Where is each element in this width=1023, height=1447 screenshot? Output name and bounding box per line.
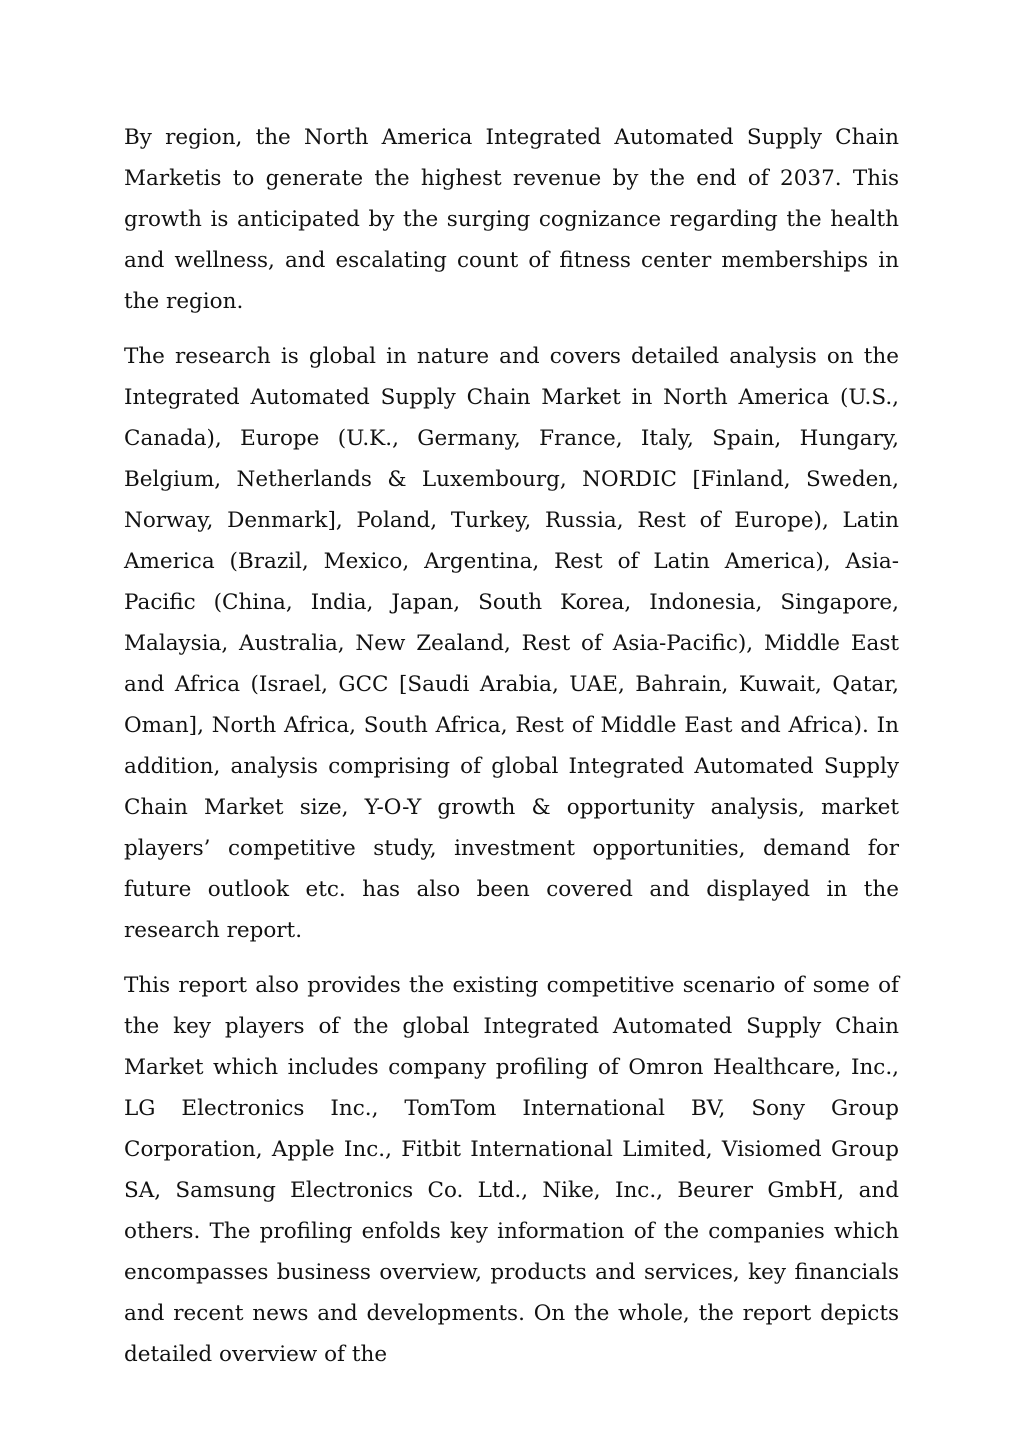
paragraph-research-coverage: The research is global in nature and covers detailed analysis on the Integrated Automated Supply Chain Market in North America (U.S., Canada), Europe (U.K., Germany, France, Italy, Spain, Hungary, Belgium, Netherlands & Luxembourg, NORDIC [Finland, Sweden, Norway, Denmark], Poland, Turkey, Russia, Rest of Europe), Latin America (Brazil, Mexico, Argentina, Rest of Latin America), Asia-Pacific (China, India, Japan, South Korea, Indonesia, Singapore, Malaysia, Australia, New Zealand, Rest of Asia-Pacific), Middle East and Africa (Israel, GCC [Saudi Arabia, UAE, Bahrain, Kuwait, Qatar, Oman], North Africa, South Africa, Rest of Middle East and Africa). In addition, analysis comprising of global Integrated Automated Supply Chain Market size, Y-O-Y growth & opportunity analysis, market players’ competitive study, investment opportunities, demand for future outlook etc. has also been covered and displayed in the research report. (124, 344, 899, 943)
document-body (124, 117, 899, 1389)
paragraph-key-players: This report also provides the existing competitive scenario of some of the key players of the global Integrated Automated Supply Chain Market which includes company profiling of Omron Healthcare, Inc., LG Electronics Inc., TomTom International BV, Sony Group Corporation, Apple Inc., Fitbit International Limited, Visiomed Group SA, Samsung Electronics Co. Ltd., Nike, Inc., Beurer GmbH, and others. The profiling enfolds key information of the companies which encompasses business overview, products and services, key financials and recent news and developments. On the whole, the report depicts detailed overview of the (124, 973, 899, 1367)
paragraph-regional-outlook: By region, the North America Integrated Automated Supply Chain Marketis to generate the highest revenue by the end of 2037. This growth is anticipated by the surging cognizance regarding the health and wellness, and escalating count of fitness center memberships in the region. (124, 125, 899, 314)
